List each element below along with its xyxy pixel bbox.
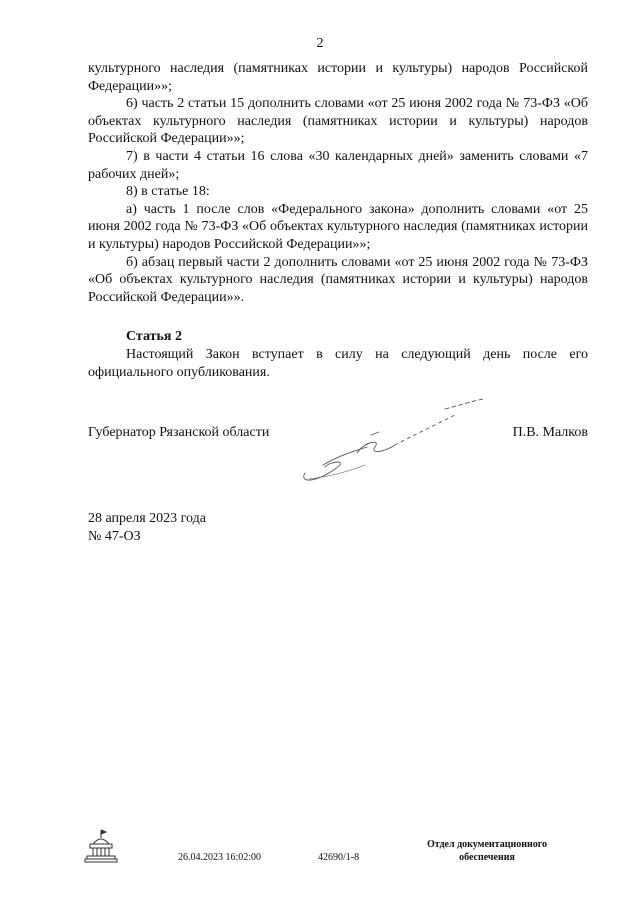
signatory-name: П.В. Малков [512,425,588,440]
paragraph-item-8b: б) абзац первый части 2 дополнить словами «от 25 июня 2002 года № 73-ФЗ «Об объектах культурного наследия (памятниках истории и культуры) народов Российской Федерации»». [88,254,588,305]
footer-department: Отдел документационного обеспечения [426,839,548,863]
paragraph-item-8a: а) часть 1 после слов «Федерального закона» дополнить словами «от 25 июня 2002 года № 73-ФЗ «Об объектах культурного наследия (памятниках истории и культуры) народов Российской Федерации»»; [88,201,588,252]
document-body [88,60,588,381]
duma-building-icon [84,828,118,864]
signatory-position: Губернатор Рязанской области [88,425,270,440]
paragraph-item-7: 7) в части 4 статьи 16 слова «30 календарных дней» заменить словами «7 рабочих дней»; [88,148,588,182]
law-date-block [88,510,206,546]
paragraph-continuation: культурного наследия (памятниках истории и культуры) народов Российской Федерации»»; [88,61,588,94]
paragraph-item-6: 6) часть 2 статьи 15 дополнить словами «от 25 июня 2002 года № 73-ФЗ «Об объектах культурного наследия (памятниках истории и культуры) народов Российской Федерации»»; [88,96,588,147]
law-number: № 47-ОЗ [88,529,141,544]
article-title: Статья 2 [126,329,182,345]
page-number: 2 [316,36,324,51]
article-text: Настоящий Закон вступает в силу на следующий день после его официального опубликования. [88,346,588,380]
footer-doc-number: 42690/1-8 [318,852,360,863]
paragraph-item-8: 8) в статье 18: [126,184,210,200]
handwritten-signature [295,395,485,490]
footer-timestamp: 26.04.2023 16:02:00 [178,852,262,863]
law-date: 28 апреля 2023 года [88,511,206,526]
